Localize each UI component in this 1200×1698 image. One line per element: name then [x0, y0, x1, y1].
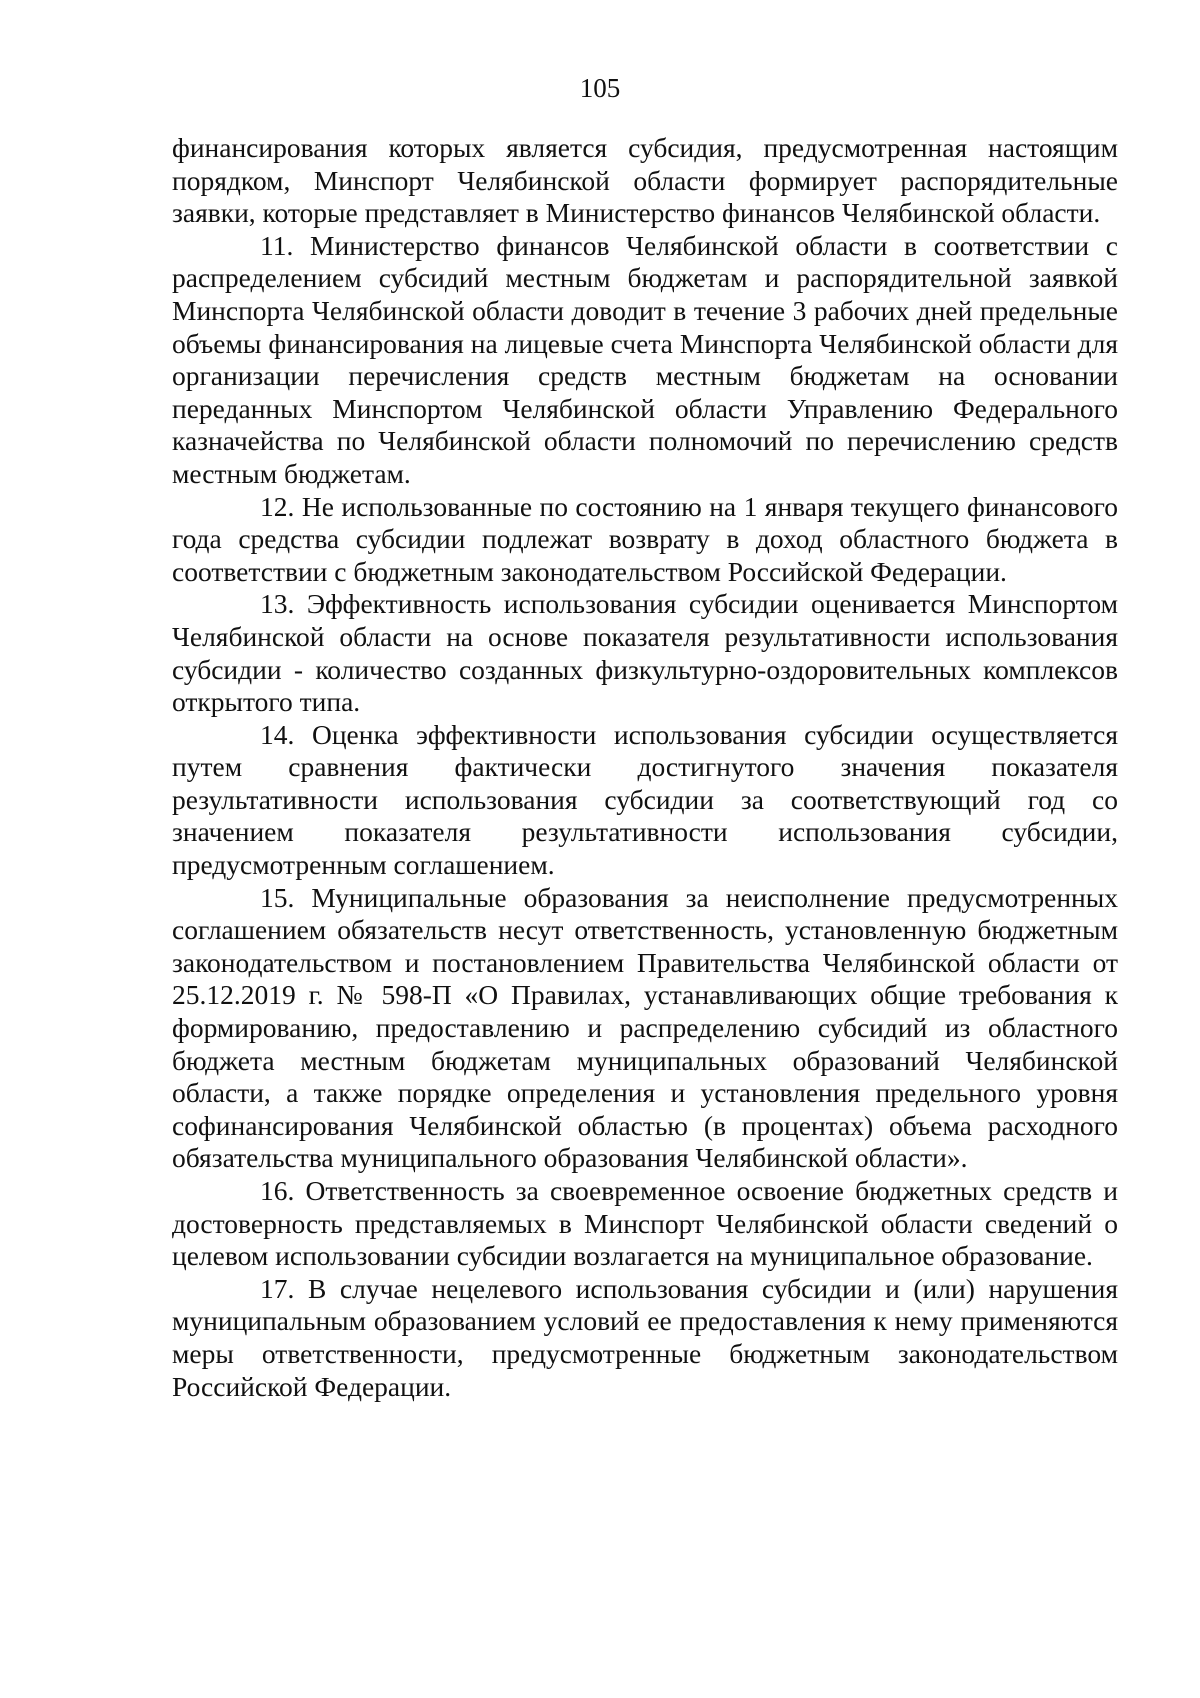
paragraph-13: 13. Эффективность использования субсидии оценивается Минспортом Челябинской области на основе показателя результативности использования субсидии - количество созданных физкультурно-оздоровительных комплексов открытого типа.	[172, 588, 1118, 718]
page-number: 105	[579, 73, 621, 103]
paragraph-16: 16. Ответственность за своевременное освоение бюджетных средств и достоверность представляемых в Минспорт Челябинской области сведений о целевом использовании субсидии возлагается на муниципальное образование.	[172, 1175, 1118, 1272]
paragraph-15: 15. Муниципальные образования за неисполнение предусмотренных соглашением обязательств несут ответственность, установленную бюджетным законодательством и постановлением Правительства Челябинской области от 25.12.2019 г. № 598-П «О Правилах, устанавливающих общие требования к формированию, предоставлению и распределению субсидий из областного бюджета местным бюджетам муниципальных образований Челябинской области, а также порядке определения и установления предельного уровня софинансирования Челябинской областью (в процентах) объема расходного обязательства муниципального образования Челябинской области».	[172, 881, 1118, 1174]
paragraph-12: 12. Не использованные по состоянию на 1 января текущего финансового года средства субсидии подлежат возврату в доход областного бюджета в соответствии с бюджетным законодательством Российской Федерации.	[172, 490, 1118, 587]
paragraph-14: 14. Оценка эффективности использования субсидии осуществляется путем сравнения фактически достигнутого значения показателя результативности использования субсидии за соответствующий год со значением показателя результативности использования субсидии, предусмотренным соглашением.	[172, 718, 1118, 881]
paragraph-continuation: финансирования которых является субсидия, предусмотренная настоящим порядком, Минспорт Челябинской области формирует распорядительные заявки, которые представляет в Министерство финансов Челябинской области.	[172, 132, 1118, 229]
paragraph-11: 11. Министерство финансов Челябинской области в соответствии с распределением субсидий местным бюджетам и распорядительной заявкой Минспорта Челябинской области доводит в течение 3 рабочих дней предельные объемы финансирования на лицевые счета Минспорта Челябинской области для организации перечисления средств местным бюджетам на основании переданных Минспортом Челябинской области Управлению Федерального казначейства по Челябинской области полномочий по перечислению средств местным бюджетам.	[172, 229, 1118, 489]
document-body	[172, 132, 1118, 1403]
paragraph-17: 17. В случае нецелевого использования субсидии и (или) нарушения муниципальным образованием условий ее предоставления к нему применяются меры ответственности, предусмотренные бюджетным законодательством Российской Федерации.	[172, 1272, 1118, 1402]
